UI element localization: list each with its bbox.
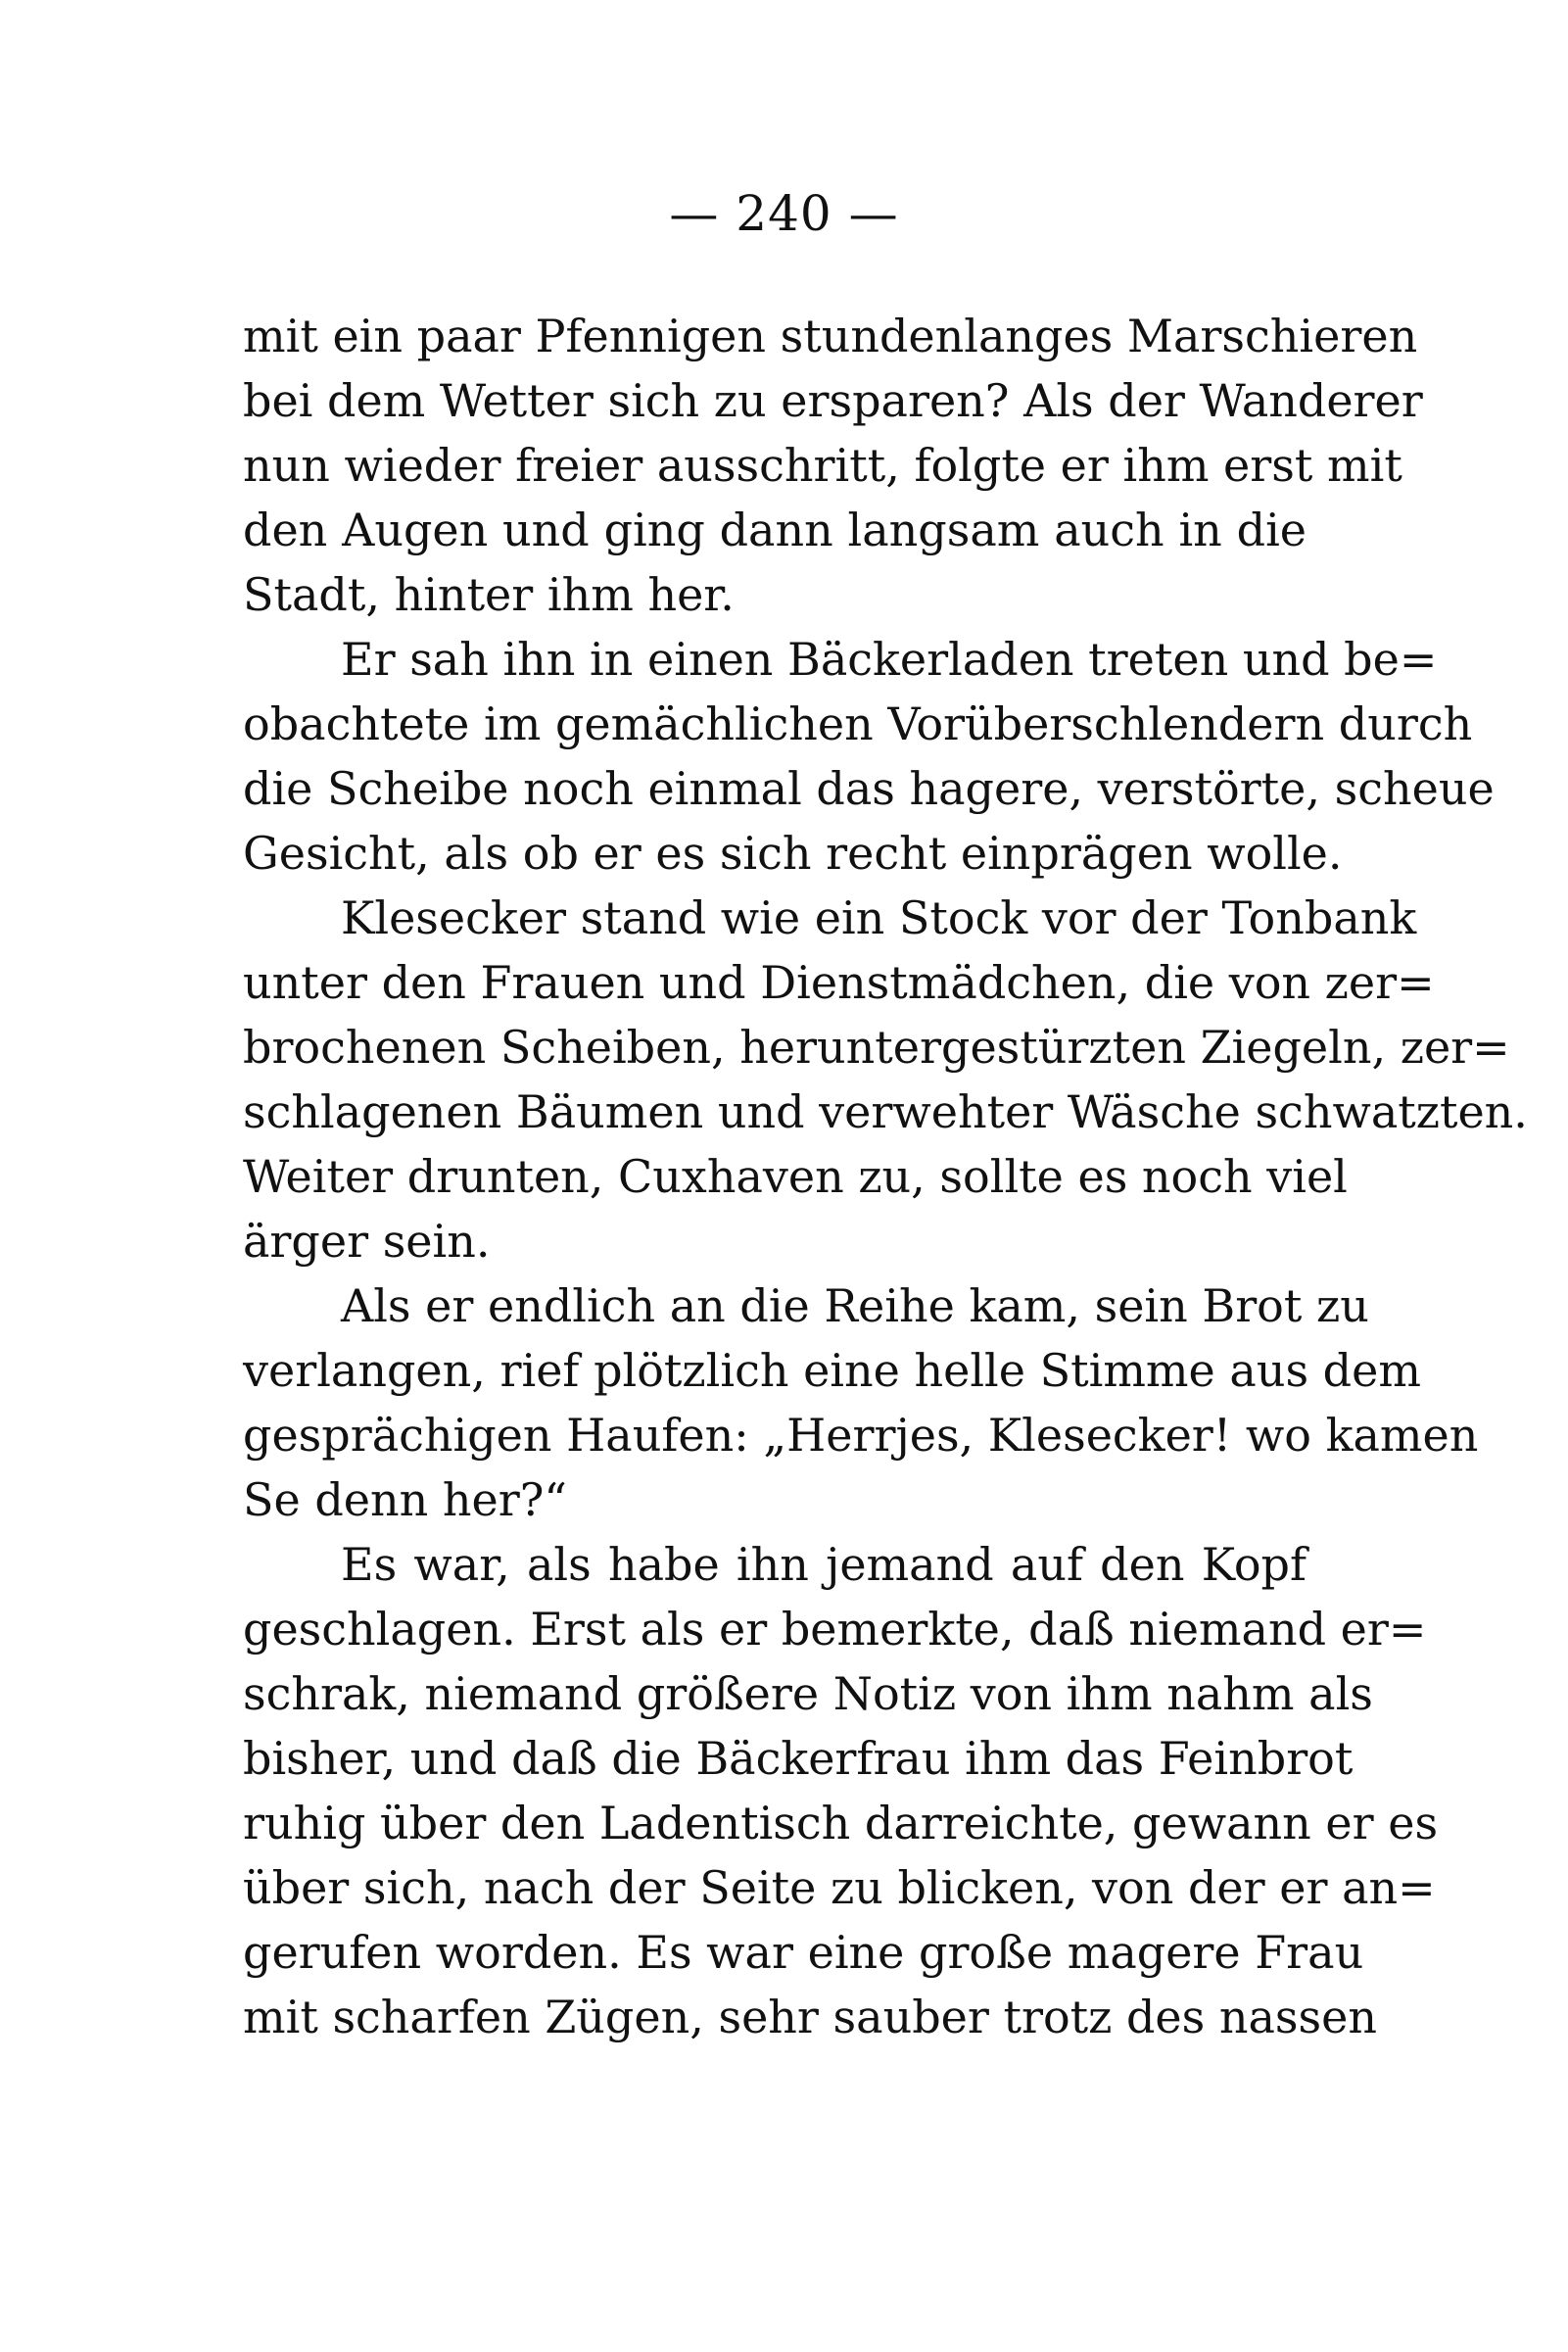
text-line: die Scheibe noch einmal das hagere, verstörte, scheue: [243, 762, 1495, 815]
body-text: [243, 304, 1528, 2049]
text-line: bisher, und daß die Bäckerfrau ihm das Feinbrot: [243, 1732, 1354, 1785]
text-line: Stadt, hinter ihm her.: [243, 568, 735, 621]
text-line: über sich, nach der Seite zu blicken, von der er an=: [243, 1861, 1436, 1914]
text-line: unter den Frauen und Dienstmädchen, die von zer=: [243, 956, 1435, 1009]
text-line: ärger sein.: [243, 1215, 491, 1268]
text-line: mit ein paar Pfennigen stundenlanges Marschieren: [243, 310, 1418, 362]
text-line: gerufen worden. Es war eine große magere Frau: [243, 1926, 1364, 1979]
text-line: schlagenen Bäumen und verwehter Wäsche schwatzten.: [243, 1085, 1528, 1138]
text-line: den Augen und ging dann langsam auch in die: [243, 504, 1307, 556]
text-line: schrak, niemand größere Notiz von ihm nahm als: [243, 1667, 1373, 1720]
text-line: nun wieder freier ausschritt, folgte er ihm erst mit: [243, 439, 1402, 492]
text-line: Gesicht, als ob er es sich recht einprägen wolle.: [243, 827, 1343, 880]
paragraph-start-line: Als er endlich an die Reihe kam, sein Brot zu: [341, 1279, 1369, 1332]
text-line: verlangen, rief plötzlich eine helle Stimme aus dem: [243, 1344, 1421, 1397]
paragraph-start-line: Es war, als habe ihn jemand auf den Kopf: [341, 1538, 1307, 1591]
text-line: gesprächigen Haufen: „Herrjes, Klesecker! wo kamen: [243, 1409, 1479, 1462]
paragraph-start-line: Klesecker stand wie ein Stock vor der Tonbank: [341, 891, 1417, 944]
paragraph-start-line: Er sah ihn in einen Bäckerladen treten und be=: [341, 633, 1438, 686]
text-line: bei dem Wetter sich zu ersparen? Als der Wanderer: [243, 374, 1423, 427]
text-line: mit scharfen Zügen, sehr sauber trotz des nassen: [243, 1991, 1377, 2043]
text-line: brochenen Scheiben, heruntergestürzten Ziegeln, zer=: [243, 1021, 1510, 1074]
page-number: — 240 —: [669, 185, 899, 242]
text-line: geschlagen. Erst als er bemerkte, daß niemand er=: [243, 1603, 1427, 1656]
text-line: ruhig über den Ladentisch darreichte, gewann er es: [243, 1797, 1439, 1849]
text-line: Weiter drunten, Cuxhaven zu, sollte es noch viel: [243, 1150, 1348, 1203]
text-line: Se denn her?“: [243, 1473, 567, 1526]
text-line: obachtete im gemächlichen Vorüberschlendern durch: [243, 697, 1473, 750]
